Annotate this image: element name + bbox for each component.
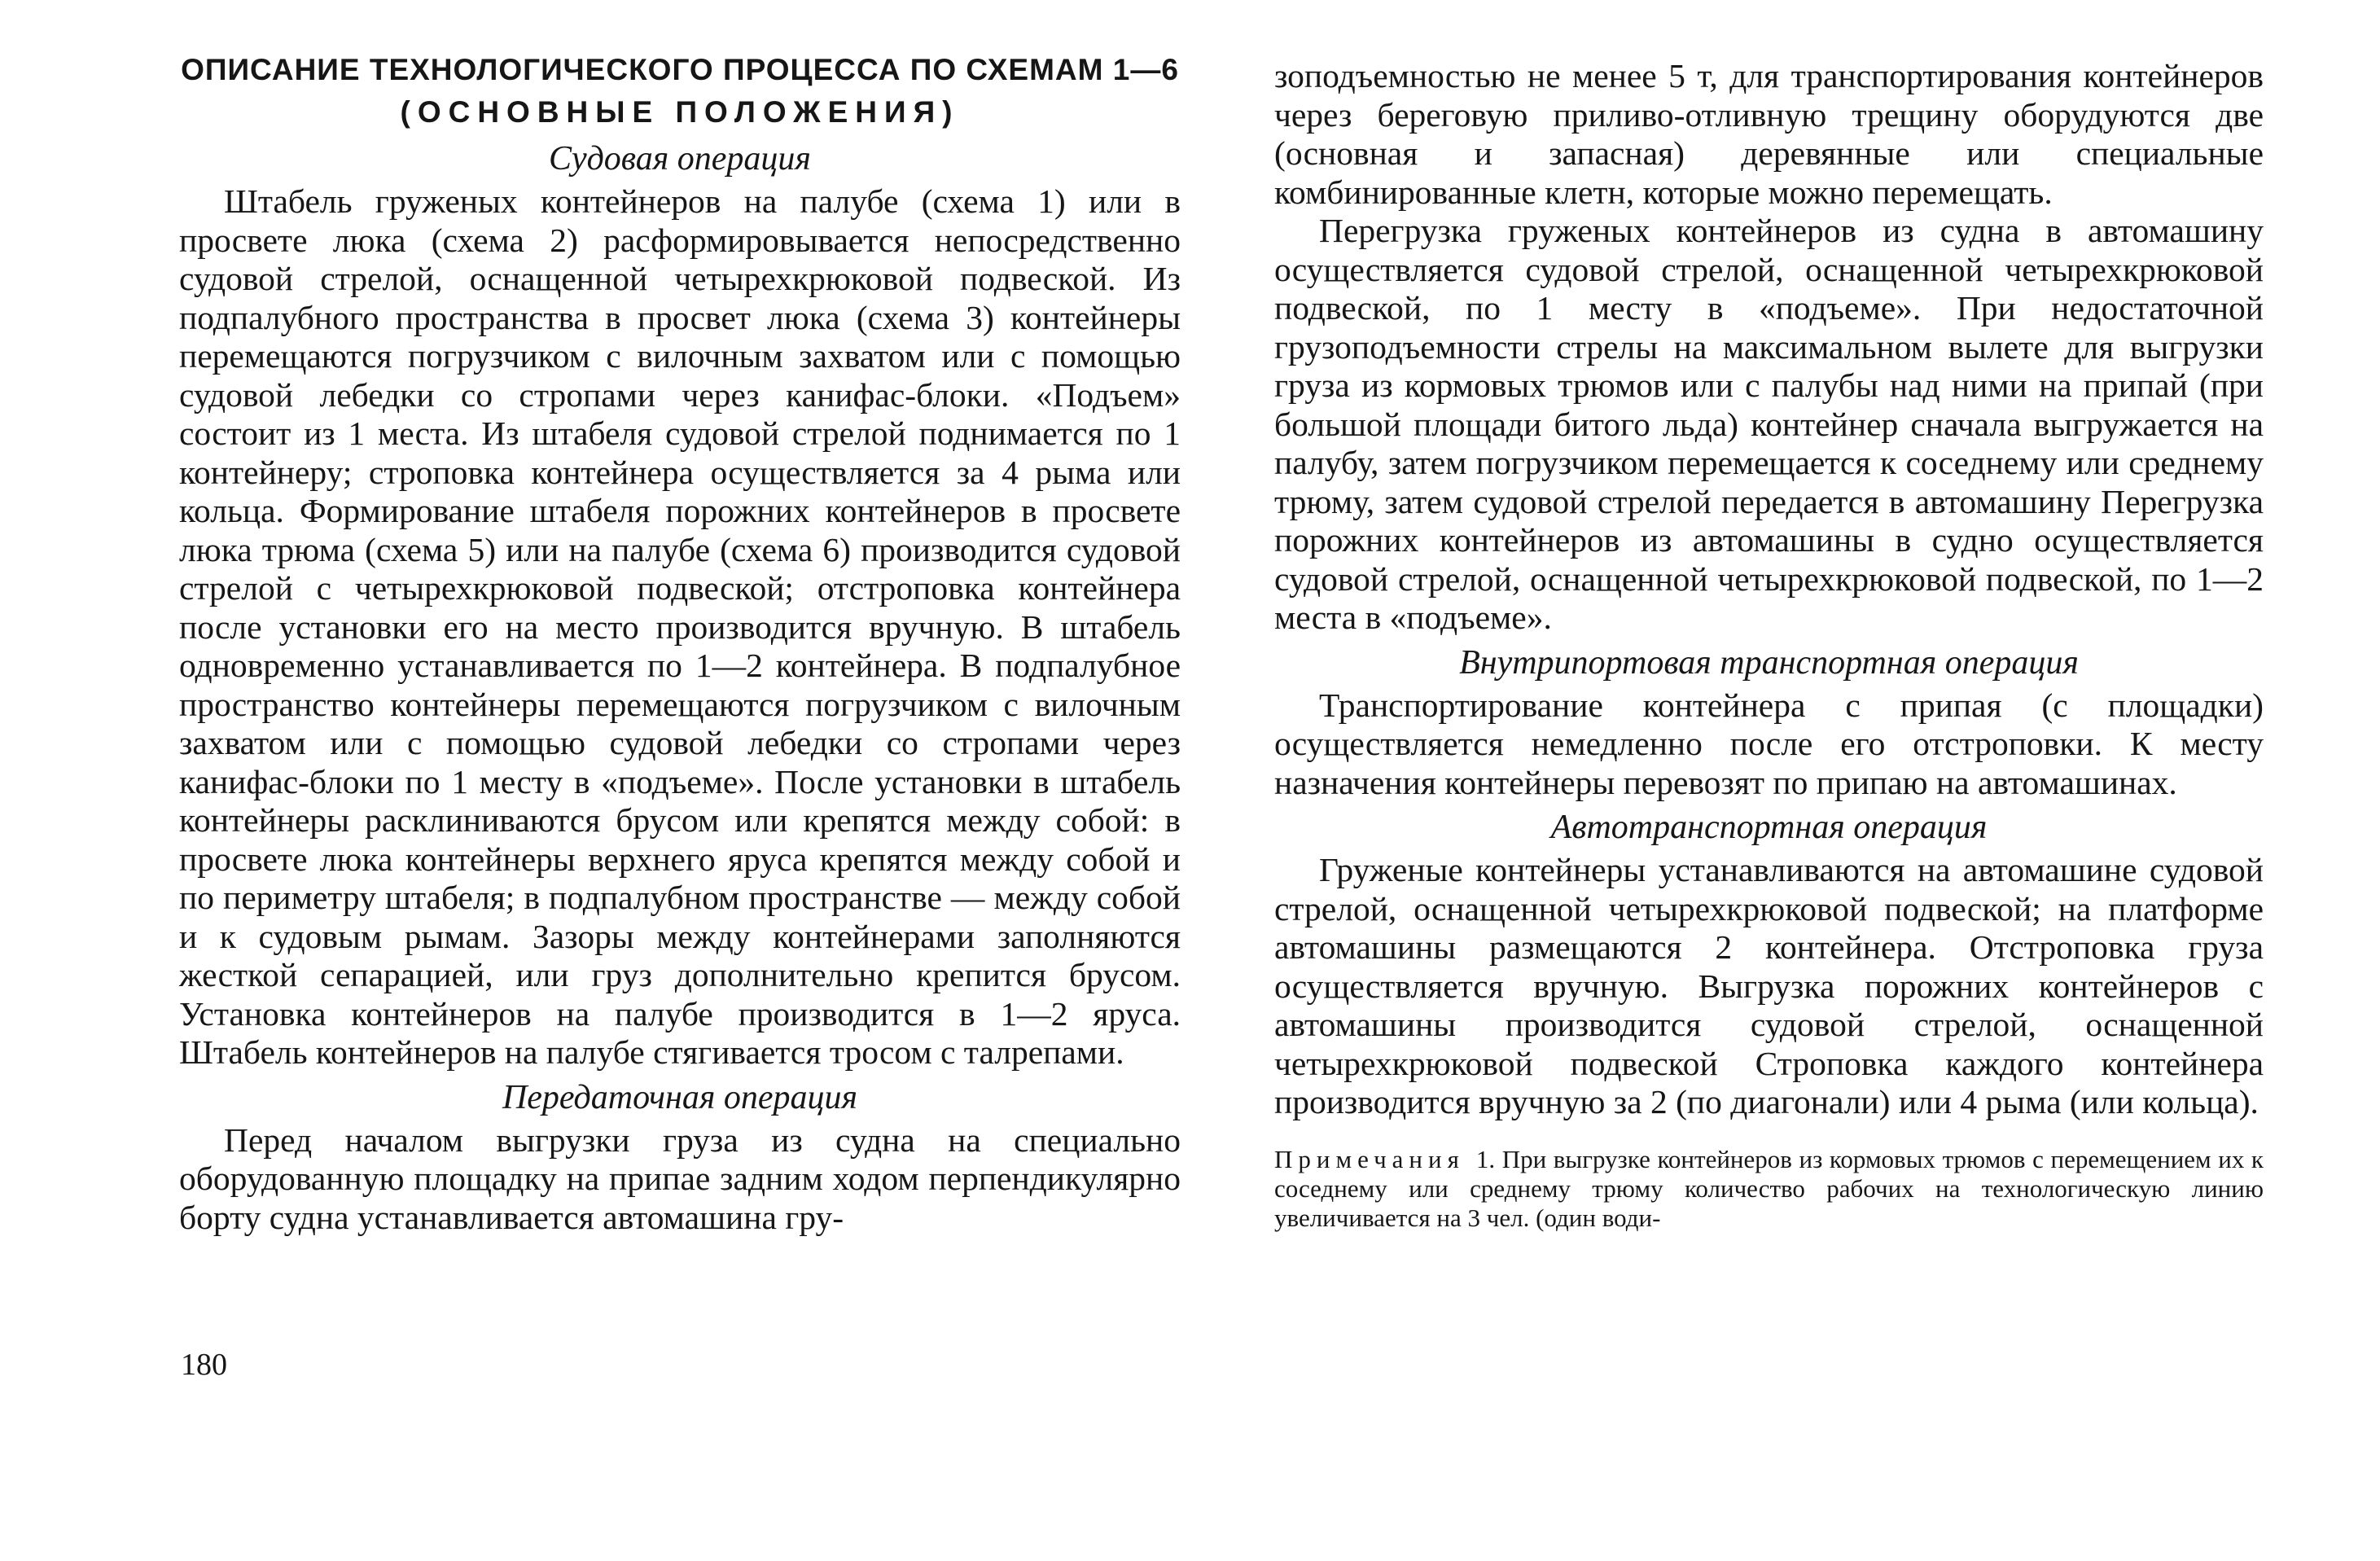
section-text-ship-operation: Штабель груженых контейнеров на палубе (схема 1) или в просвете люка (схема 2) расформировывается непосредственно судовой стрелой, оснащенной четырехкрюковой подвеской. Из подпалубного пространства в просвет люка (схема 3) контейнеры перемещаются погрузчиком с вилочным захватом или с помощью судовой лебедки со стропами через канифас-блоки. «Подъем» состоит из 1 места. Из штабеля судовой стрелой поднимается по 1 контейнеру; строповка контейнера осуществляется за 4 рыма или кольца. Формирование штабеля порожних контейнеров в просвете люка трюма (схема 5) или на палубе (схема 6) производится судовой стрелой с четырехкрюковой подвеской; отстроповка контейнера после установки его на место производится вручную. В штабель одновременно устанавливается по 1—2 контейнера. В подпалубное пространство контейнеры перемещаются погрузчиком с вилочным захватом или с помощью судовой лебедки со стропами через канифас-блоки по 1 месту в «подъеме». После установки в штабель контейнеры расклиниваются брусом или крепятся между собой: в просвете люка контейнеры верхнего яруса крепятся между собой и по периметру штабеля; в подпалубном пространстве — между собой и к судовым рымам. Зазоры между контейнерами заполняются жесткой сепарацией, или груз дополнительно крепится брусом. Установка контейнеров на палубе производится в 1—2 яруса. Штабель контейнеров на палубе стягивается тросом с талрепами. bbox=[179, 182, 1181, 1071]
reloading-paragraph: Перегрузка груженых контейнеров из судна в автомашину осуществляется судовой стрелой, оснащенной четырехкрюковой подвеской, по 1 месту в «подъеме». При недостаточной грузоподъемности стрелы на максимальном вылете для выгрузки груза из кормовых трюмов или с палубы над ними на припай (при большой площади битого льда) контейнер сначала выгружается на палубу, затем погрузчиком перемещается к соседнему или среднему трюму, затем судовой стрелой передается в автомашину Перегрузка порожних контейнеров из автомашины в судно осуществляется судовой стрелой, оснащенной четырехкрюковой подвеской, по 1—2 места в «подъеме». bbox=[1274, 212, 2264, 636]
footnote-text: 1. При выгрузке контейнеров из кормовых трюмов с перемещением их к соседнему или среднему трюму количество рабочих на технологическую линию увеличивается на 3 чел. (один води- bbox=[1274, 1144, 2264, 1232]
section-text-motor-transport: Груженые контейнеры устанавливаются на автомашине судовой стрелой, оснащенной четырехкрюковой подвеской; на платформе автомашины размещаются 2 контейнера. Отстроповка груза осуществляется вручную. Выгрузка порожних контейнеров с автомашины производится судовой стрелой, оснащенной четырехкрюковой подвеской Строповка каждого контейнера производится вручную за 2 (по диагонали) или 4 рыма (или кольца). bbox=[1274, 851, 2264, 1120]
section-text-transfer-operation: Перед началом выгрузки груза из судна на специально оборудованную площадку на припае задним ходом перпендикулярно борту судна устанавливается автомашина гру- bbox=[179, 1120, 1181, 1236]
footnote bbox=[1274, 1145, 2264, 1233]
heading-line-1: ОПИСАНИЕ ТЕХНОЛОГИЧЕСКОГО ПРОЦЕССА ПО СХЕМАМ 1—6 bbox=[181, 53, 1179, 86]
section-title-inport-transport: Внутрипортовая транспортная операция bbox=[1459, 643, 2079, 682]
heading-line-2: (ОСНОВНЫЕ ПОЛОЖЕНИЯ) bbox=[400, 95, 960, 129]
document-heading bbox=[179, 49, 1181, 134]
footnote-label: Примечания bbox=[1274, 1144, 1465, 1173]
left-column bbox=[179, 49, 1181, 1237]
continuation-paragraph: зоподъемностью не менее 5 т, для транспортирования контейнеров через береговую приливо-отливную трещину оборудуются две (основная и запасная) деревянные или специальные комбинированные клетн, которые можно перемещать. bbox=[1274, 57, 2264, 211]
right-column bbox=[1274, 57, 2264, 1233]
section-title-ship-operation: Судовая операция bbox=[549, 140, 811, 178]
section-title-transfer-operation: Передаточная операция bbox=[502, 1078, 858, 1116]
section-text-inport-transport: Транспортирование контейнера с припая (с площадки) осуществляется немедленно после его отстроповки. К месту назначения контейнеры перевозят по припаю на автомашинах. bbox=[1274, 686, 2264, 801]
page-number: 180 bbox=[181, 1348, 227, 1382]
section-title-motor-transport: Автотранспортная операция bbox=[1550, 809, 1988, 846]
